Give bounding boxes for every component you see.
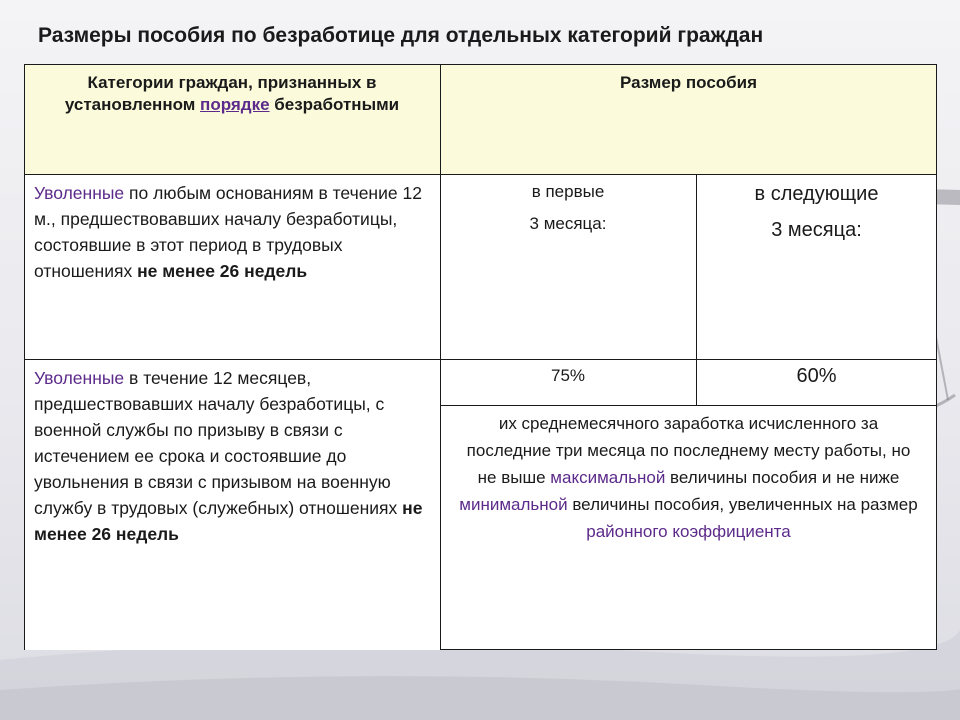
- border-pct-bottom: [440, 405, 937, 406]
- border-bottom-right: [440, 649, 937, 650]
- border-header-bottom: [24, 174, 937, 175]
- row2-category: Уволенные в течение 12 месяцев, предшествовавших началу безработицы, с военной службы по призыву в связи с истечением ее срока и состоявшие до увольнения в связи с призывом на военную службу в трудовых (служебных) отношениях не менее 26 недель: [34, 368, 423, 544]
- border-row1-bottom: [24, 359, 937, 360]
- row1-category: Уволенные по любым основаниям в течение 12 м., предшествовавших началу безработицы, состоявшие в этот период в трудовых отношениях не менее 26 недель: [34, 183, 422, 281]
- benefit-explanation: их среднемесячного заработка исчисленного за последние три месяца по последнему месту работы, но не выше максимальной величины пособия и не ниже минимальной величины пособия, увеличенных на размер районного коэффициента: [459, 414, 918, 541]
- border-col: [440, 64, 441, 650]
- border-left: [24, 64, 25, 650]
- border-sub-col: [696, 174, 697, 406]
- benefits-table: [24, 64, 937, 650]
- pct-next: 60%: [796, 365, 837, 387]
- border-right: [936, 64, 937, 650]
- order-link[interactable]: порядке: [200, 95, 270, 114]
- pct-first: 75%: [550, 366, 586, 385]
- header-benefit-size: Размер пособия: [440, 64, 937, 174]
- header-categories: Категории граждан, признанных в установленном порядке безработными: [24, 64, 440, 174]
- first-months-header: в первые 3 месяца:: [529, 182, 607, 233]
- border-top: [24, 64, 937, 65]
- next-months-header: в следующие 3 месяца:: [754, 183, 879, 241]
- page-title: Размеры пособия по безработице для отдельных категорий граждан: [38, 24, 764, 47]
